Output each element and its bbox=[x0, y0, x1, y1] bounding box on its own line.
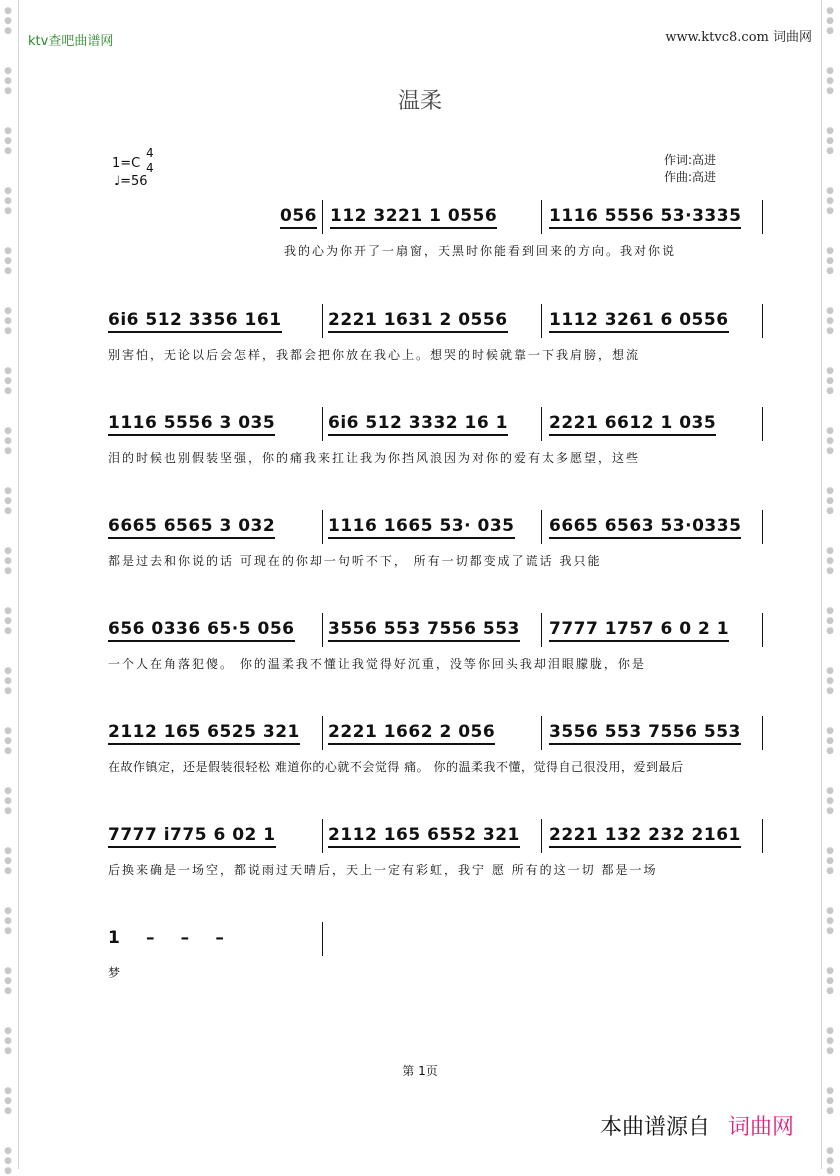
source-brand[interactable]: 词曲网 bbox=[727, 1115, 794, 1140]
notes-text: 1116 5556 53·3335 bbox=[549, 206, 741, 229]
edge-watermark-mark: ● ● ● bbox=[4, 6, 12, 36]
edge-watermark-mark: ● ● ● bbox=[826, 906, 834, 936]
measure-group bbox=[108, 619, 295, 651]
measure-group bbox=[328, 722, 495, 754]
edge-watermark-mark: ● ● ● bbox=[826, 306, 834, 336]
edge-watermark-mark: ● ● ● bbox=[4, 246, 12, 276]
measure-group bbox=[549, 516, 741, 548]
lyrics-line: 一个人在角落犯傻。 你的温柔我不懂让我觉得好沉重，没等你回头我却泪眼朦胧，你是 bbox=[108, 657, 646, 671]
barline bbox=[322, 304, 323, 338]
notes-text: 7777 i775 6 02 1 bbox=[108, 825, 276, 848]
measure-group bbox=[549, 310, 729, 342]
key-signature: 1=C bbox=[112, 156, 141, 171]
edge-watermark-mark: ● ● ● bbox=[4, 186, 12, 216]
tempo-marking: ♩=56 bbox=[114, 174, 148, 189]
edge-watermark-mark: ● ● ● bbox=[4, 1146, 12, 1176]
measure-group bbox=[108, 516, 275, 548]
notes-text: 6665 6563 53·0335 bbox=[549, 516, 741, 539]
edge-watermark-mark: ● ● ● bbox=[826, 606, 834, 636]
notes-text: 1116 5556 3 035 bbox=[108, 413, 275, 436]
edge-watermark-mark: ● ● ● bbox=[826, 1146, 834, 1176]
measure-group bbox=[330, 206, 497, 238]
notes-text: 6i6 512 3356 161 bbox=[108, 310, 282, 333]
edge-watermark-mark: ● ● ● bbox=[826, 186, 834, 216]
edge-watermark-mark: ● ● ● bbox=[4, 66, 12, 96]
edge-watermark-mark: ● ● ● bbox=[826, 366, 834, 396]
barline bbox=[762, 819, 763, 853]
edge-watermark-mark: ● ● ● bbox=[826, 1026, 834, 1056]
edge-watermark-mark: ● ● ● bbox=[4, 966, 12, 996]
barline bbox=[541, 716, 542, 750]
edge-watermark-mark: ● ● ● bbox=[826, 1086, 834, 1116]
lyrics-line: 我的心为你开了一扇窗，天黑时你能看到回来的方向。我对你说 bbox=[284, 244, 677, 258]
edge-watermark-mark: ● ● ● bbox=[4, 1086, 12, 1116]
edge-watermark-mark: ● ● ● bbox=[4, 126, 12, 156]
edge-watermark-mark: ● ● ● bbox=[4, 846, 12, 876]
edge-watermark-mark: ● ● ● bbox=[826, 726, 834, 756]
edge-watermark-mark: ● ● ● bbox=[4, 426, 12, 456]
left-margin-strip bbox=[0, 0, 19, 1176]
barline bbox=[541, 407, 542, 441]
measure-group bbox=[108, 413, 275, 445]
measure-group bbox=[108, 825, 276, 857]
notes-text: 7777 1757 6 0 2 1 bbox=[549, 619, 729, 642]
measure-group bbox=[549, 206, 741, 238]
notes-text: 3556 553 7556 553 bbox=[328, 619, 520, 642]
barline bbox=[322, 922, 323, 956]
edge-watermark-mark: ● ● ● bbox=[4, 486, 12, 516]
edge-watermark-mark: ● ● ● bbox=[4, 786, 12, 816]
barline bbox=[322, 200, 323, 234]
edge-watermark-mark: ● ● ● bbox=[826, 426, 834, 456]
right-margin-strip bbox=[821, 0, 840, 1176]
measure-group bbox=[328, 413, 508, 445]
lyrics-line: 别害怕，无论以后会怎样，我都会把你放在我心上。想哭的时候就靠一下我肩膀，想流 bbox=[108, 348, 641, 362]
lyrics-line: 在故作镇定，还是假装很轻松 难道你的心就不会觉得 痛。 你的温柔我不懂，觉得自己很没用，爱到最后 bbox=[108, 760, 684, 774]
edge-watermark-mark: ● ● ● bbox=[4, 366, 12, 396]
measure-group bbox=[328, 310, 508, 342]
notes-text: 2112 165 6525 321 bbox=[108, 722, 300, 745]
notes-text: 112 3221 1 0556 bbox=[330, 206, 497, 229]
edge-watermark-mark: ● ● ● bbox=[826, 486, 834, 516]
notes-text: 2221 1662 2 056 bbox=[328, 722, 495, 745]
edge-watermark-mark: ● ● ● bbox=[826, 246, 834, 276]
barline bbox=[541, 510, 542, 544]
barline bbox=[762, 510, 763, 544]
measure-group bbox=[108, 310, 282, 342]
measure-group bbox=[549, 722, 741, 754]
lyricist: 作词:高进 bbox=[664, 153, 717, 167]
edge-watermark-mark: ● ● ● bbox=[826, 786, 834, 816]
barline bbox=[541, 819, 542, 853]
barline bbox=[762, 716, 763, 750]
edge-watermark-mark: ● ● ● bbox=[4, 726, 12, 756]
notes-text: 3556 553 7556 553 bbox=[549, 722, 741, 745]
notes-text: 6665 6565 3 032 bbox=[108, 516, 275, 539]
source-label: 本曲谱源自 bbox=[599, 1115, 710, 1140]
edge-watermark-mark: ● ● ● bbox=[826, 66, 834, 96]
measure-group bbox=[280, 206, 317, 238]
edge-watermark-mark: ● ● ● bbox=[4, 606, 12, 636]
measure-group bbox=[328, 619, 520, 651]
measure-group bbox=[108, 722, 300, 754]
measure-group bbox=[328, 825, 520, 857]
meter-top: 4 bbox=[146, 146, 154, 160]
lyrics-line: 都是过去和你说的话 可现在的你却一句听不下， 所有一切都变成了谎话 我只能 bbox=[108, 554, 602, 568]
site-logo-left[interactable]: ktv查吧曲谱网 bbox=[28, 34, 114, 49]
barline bbox=[541, 304, 542, 338]
barline bbox=[322, 407, 323, 441]
barline bbox=[322, 819, 323, 853]
credits bbox=[664, 152, 716, 186]
barline bbox=[541, 200, 542, 234]
notes-text: 1112 3261 6 0556 bbox=[549, 310, 729, 333]
edge-watermark-mark: ● ● ● bbox=[826, 6, 834, 36]
barline bbox=[322, 613, 323, 647]
site-url-right[interactable]: www.ktvc8.com 词曲网 bbox=[665, 30, 812, 45]
composer: 作曲:高进 bbox=[664, 170, 717, 184]
edge-watermark-mark: ● ● ● bbox=[4, 1026, 12, 1056]
edge-watermark-mark: ● ● ● bbox=[4, 666, 12, 696]
measure-group bbox=[549, 413, 716, 445]
time-signature bbox=[146, 146, 154, 176]
edge-watermark-mark: ● ● ● bbox=[4, 546, 12, 576]
barline bbox=[762, 304, 763, 338]
measure-group bbox=[328, 516, 515, 548]
edge-watermark-mark: ● ● ● bbox=[826, 966, 834, 996]
notes-text: 2221 1631 2 0556 bbox=[328, 310, 508, 333]
measure-group bbox=[549, 825, 741, 857]
barline bbox=[322, 510, 323, 544]
notes-text: 2221 6612 1 035 bbox=[549, 413, 716, 436]
edge-watermark-mark: ● ● ● bbox=[826, 126, 834, 156]
page-number: 第 1页 bbox=[402, 1064, 438, 1078]
source-credit bbox=[600, 1110, 794, 1141]
barline bbox=[762, 407, 763, 441]
lyrics-line: 梦 bbox=[108, 966, 123, 980]
measure-group bbox=[549, 619, 729, 651]
edge-watermark-mark: ● ● ● bbox=[826, 846, 834, 876]
lyrics-line: 泪的时候也别假装坚强，你的痛我来扛让我为你挡风浪因为对你的爱有太多愿望，这些 bbox=[108, 451, 641, 465]
notes-text: 6i6 512 3332 16 1 bbox=[328, 413, 508, 436]
barline bbox=[762, 613, 763, 647]
song-title: 温柔 bbox=[397, 89, 442, 114]
notes-text: 656 0336 65·5 056 bbox=[108, 619, 295, 642]
notes-text: 1116 1665 53· 035 bbox=[328, 516, 515, 539]
barline bbox=[762, 200, 763, 234]
notes-text: 2221 132 232 2161 bbox=[549, 825, 741, 848]
lyrics-line: 后换来确是一场空，都说雨过天晴后，天上一定有彩虹，我宁 愿 所有的这一切 都是一场 bbox=[108, 863, 658, 877]
notes-text: 1 – – – bbox=[108, 928, 225, 948]
measure-group bbox=[108, 928, 224, 960]
barline bbox=[541, 613, 542, 647]
edge-watermark-mark: ● ● ● bbox=[4, 906, 12, 936]
edge-watermark-mark: ● ● ● bbox=[4, 306, 12, 336]
meter-bottom: 4 bbox=[146, 161, 154, 175]
edge-watermark-mark: ● ● ● bbox=[826, 546, 834, 576]
notes-text: 2112 165 6552 321 bbox=[328, 825, 520, 848]
notes-text: 056 bbox=[280, 206, 317, 229]
edge-watermark-mark: ● ● ● bbox=[826, 666, 834, 696]
barline bbox=[322, 716, 323, 750]
